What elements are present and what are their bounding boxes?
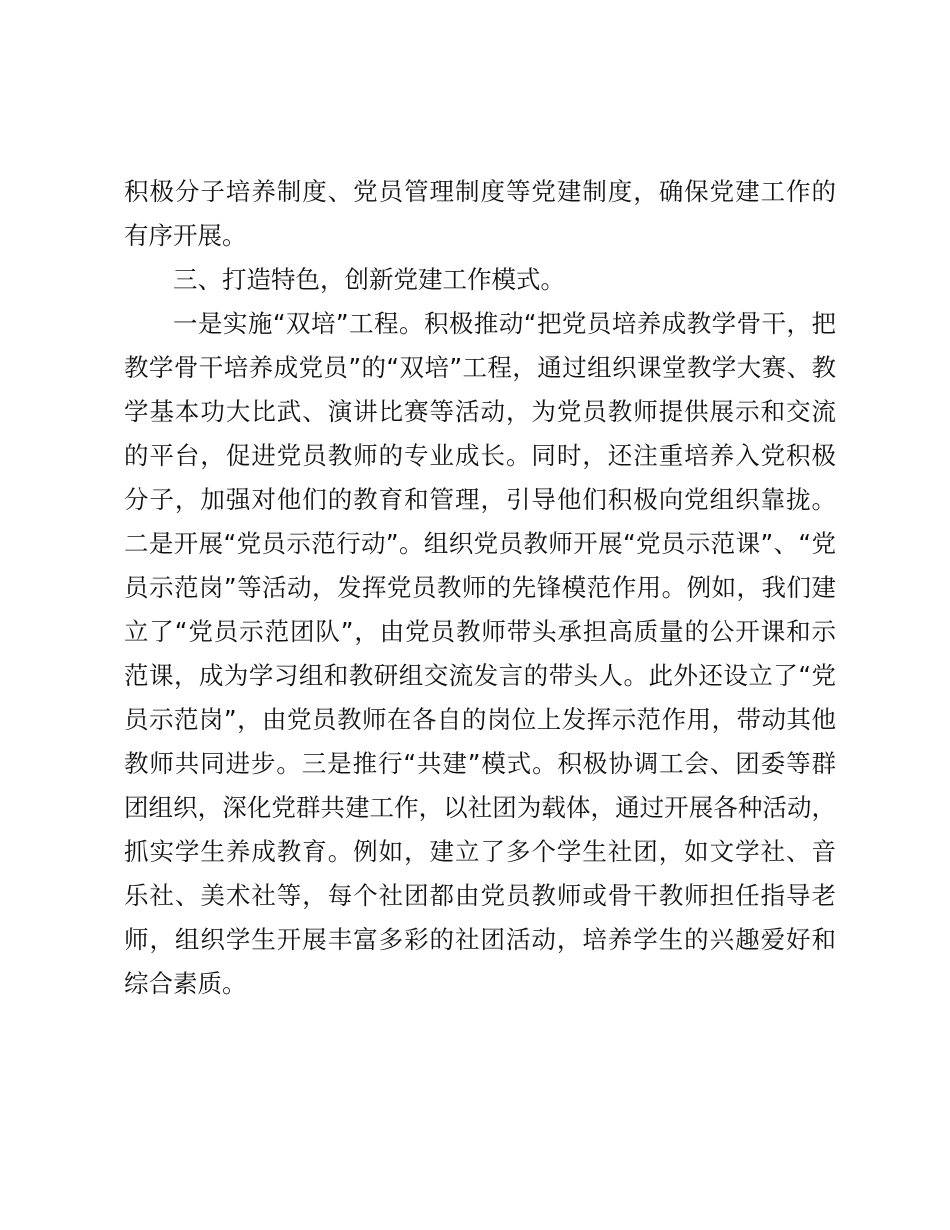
text-line: 综合素质。 xyxy=(124,969,247,998)
text-line: 分子，加强对他们的教育和管理，引导他们积极向党组织靠拢。 xyxy=(124,485,836,514)
text-line: 乐社、美术社等，每个社团都由党员教师或骨干教师担任指导老 xyxy=(124,881,836,910)
text-line: 抓实学生养成教育。例如，建立了多个学生社团，如文学社、音 xyxy=(124,837,836,866)
text-line: 员示范岗”等活动，发挥党员教师的先锋模范作用。例如，我们建 xyxy=(124,573,836,602)
text-line: 员示范岗”，由党员教师在各自的岗位上发挥示范作用，带动其他 xyxy=(124,705,836,734)
text-line: 二是开展“党员示范行动”。组织党员教师开展“党员示范课”、“党 xyxy=(124,529,836,558)
document-body xyxy=(124,170,836,1006)
text-line: 一是实施“双培”工程。积极推动“把党员培养成教学骨干，把 xyxy=(173,309,836,338)
text-line: 教学骨干培养成党员”的“双培”工程，通过组织课堂教学大赛、教 xyxy=(124,353,836,382)
text-line: 有序开展。 xyxy=(124,221,247,250)
text-line: 积极分子培养制度、党员管理制度等党建制度，确保党建工作的 xyxy=(124,177,836,206)
text-line: 师，组织学生开展丰富多彩的社团活动，培养学生的兴趣爱好和 xyxy=(124,925,836,954)
text-line: 的平台，促进党员教师的专业成长。同时，还注重培养入党积极 xyxy=(124,441,836,470)
text-line: 范课，成为学习组和教研组交流发言的带头人。此外还设立了“党 xyxy=(124,661,836,690)
text-line: 教师共同进步。三是推行“共建”模式。积极协调工会、团委等群 xyxy=(124,749,836,778)
text-line: 团组织，深化党群共建工作，以社团为载体，通过开展各种活动， xyxy=(124,793,836,822)
text-line: 立了“党员示范团队”，由党员教师带头承担高质量的公开课和示 xyxy=(124,617,836,646)
section-heading: 三、打造特色，创新党建工作模式。 xyxy=(173,265,565,294)
text-line: 学基本功大比武、演讲比赛等活动，为党员教师提供展示和交流 xyxy=(124,397,836,426)
